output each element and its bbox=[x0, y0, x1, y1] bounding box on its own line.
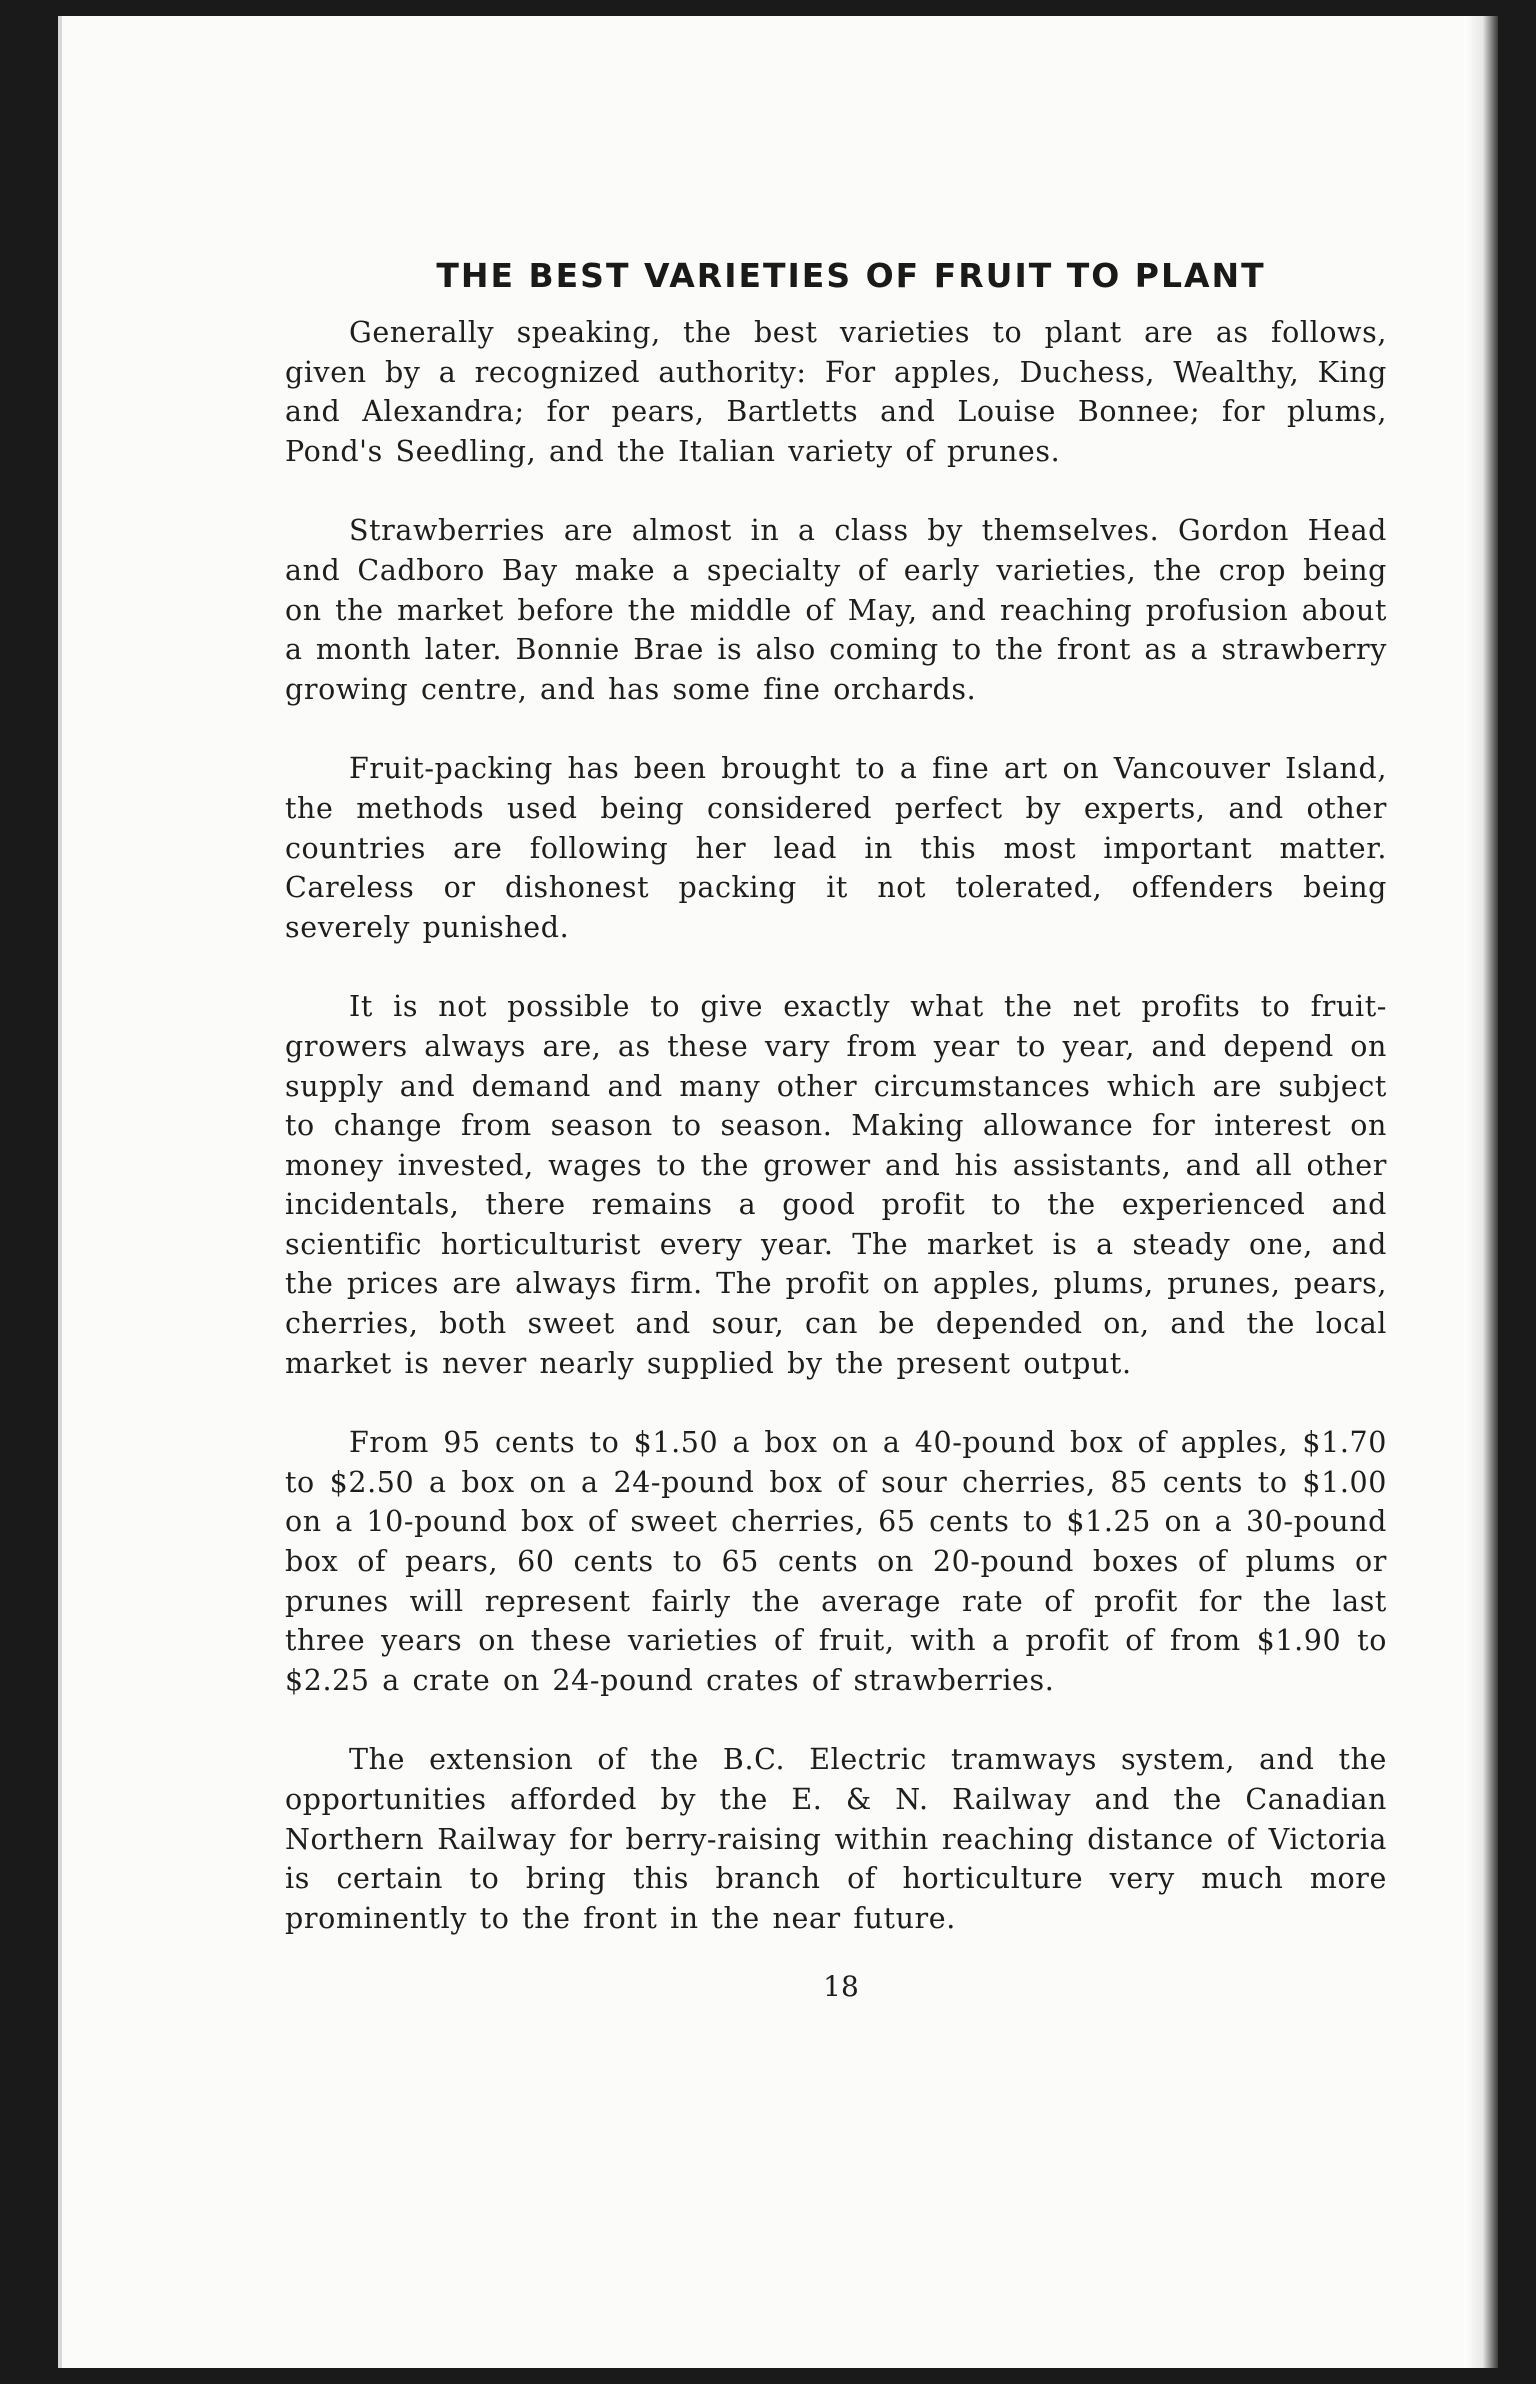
page-left-edge bbox=[58, 16, 62, 2368]
paragraph-fruit-packing: Fruit-packing has been brought to a fine art on Vancouver Island, the methods used being considered perfect by experts, and other countries are following her lead in this most important matter. Careless or dishonest packing it not tolerated, offenders being severely punished. bbox=[285, 752, 1387, 944]
page-title: THE BEST VARIETIES OF FRUIT TO PLANT bbox=[436, 256, 1266, 295]
paragraph-prices: From 95 cents to $1.50 a box on a 40-pound box of apples, $1.70 to $2.50 a box on a 24-pound box of sour cherries, 85 cents to $1.00 on a 10-pound box of sweet cherries, 65 cents to $1.25 on a 30-pound box of pears, 60 cents to 65 cents on 20-pound boxes of plums or prunes will represent fairly the average rate of profit for the last three years on these varieties of fruit, with a profit of from $1.90 to $2.25 a crate on 24-pound crates of strawberries. bbox=[285, 1426, 1387, 1697]
paragraph-strawberries: Strawberries are almost in a class by themselves. Gordon Head and Cadboro Bay make a specialty of early varieties, the crop being on the market before the middle of May, and reaching profusion about a month later. Bonnie Brae is also coming to the front as a strawberry growing centre, and has some fine orchards. bbox=[285, 514, 1387, 706]
page-binding-shadow bbox=[1464, 16, 1498, 2368]
paragraph-varieties: Generally speaking, the best varieties to plant are as follows, given by a recognized authority: For apples, Duchess, Wealthy, King and Alexandra; for pears, Bartletts and Louise Bonnee; for plums, Pond's Seedling, and the Italian variety of prunes. bbox=[285, 316, 1387, 468]
paragraph-profits: It is not possible to give exactly what the net profits to fruit-growers always are, as these vary from year to year, and depend on supply and demand and many other circumstances which are subject to change from season to season. Making allowance for interest on money invested, wages to the grower and his assistants, and all other incidentals, there remains a good profit to the experienced and scientific horticulturist every year. The market is a steady one, and the prices are always firm. The profit on apples, plums, prunes, pears, cherries, both sweet and sour, can be depended on, and the local market is never nearly supplied by the present output. bbox=[285, 990, 1387, 1380]
page-content bbox=[285, 256, 1387, 2003]
paragraph-tramways: The extension of the B.C. Electric tramways system, and the opportunities afforded by the E. & N. Railway and the Canadian Northern Railway for berry-raising within reaching distance of Victoria is certain to bring this branch of horticulture very much more prominently to the front in the near future. bbox=[285, 1743, 1387, 1935]
page-number: 18 bbox=[823, 1970, 859, 2004]
book-page bbox=[58, 16, 1498, 2368]
